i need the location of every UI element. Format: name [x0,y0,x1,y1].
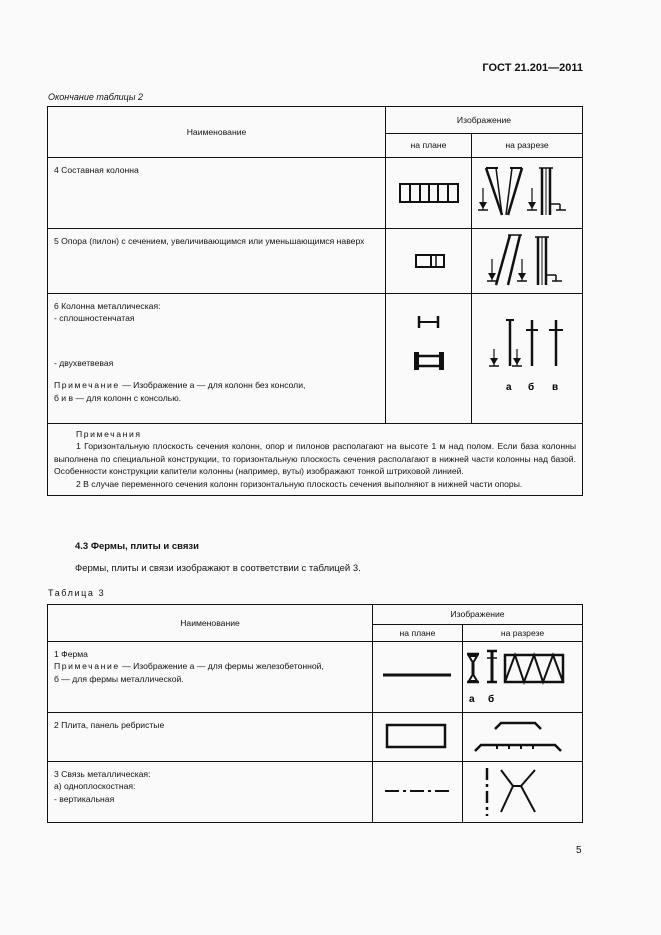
t2-row-metal-column [48,294,386,424]
t3-row3-section [463,762,583,823]
t2-row4-section [472,158,583,229]
t3-col-section: на разрезе [463,625,583,642]
page-number: 5 [576,845,582,856]
t2-row5-plan [386,229,472,294]
t3-col-name: Наименование [48,605,373,642]
t3-row2-plan [373,713,463,762]
truss-section-symbols [463,642,582,712]
letter-b: б [528,382,535,393]
section-paragraph: Фермы, плиты и связи изображают в соответствии с таблицей 3. [75,563,361,574]
t3-row1-plan [373,642,463,713]
table3-caption: Таблица 3 [48,588,106,598]
composite-column-plan-symbol [386,158,471,228]
composite-column-section-symbol [472,158,582,228]
slab-plan-symbol [373,713,462,761]
pylon-section-symbol [472,229,582,293]
truss-letter-b: б [488,694,495,705]
t2-col-plan: на плане [386,134,472,158]
bracing-single-plane: а) одноплоскостная: [54,781,136,792]
t3-row-ribbed-slab: 2 Плита, панель ребристые [48,713,373,762]
t2-row6-plan [386,294,472,424]
table-3 [47,604,583,823]
truss-letter-a: а [469,694,475,705]
solid-web-label: - сплошностенчатая [54,313,135,324]
t3-col-image: Изображение [373,605,583,625]
notes-title: Примечания [76,429,142,439]
metal-column-plan-symbols [386,294,471,423]
metal-column-note-2: б и в — для колонн с консолью. [54,392,182,403]
truss-note-2: б — для фермы металлической. [54,673,184,684]
t2-col-section: на разрезе [472,134,583,158]
bracing-plan-symbol [373,762,462,822]
truss-title: 1 Ферма [54,649,88,659]
metal-column-section-symbols [472,294,582,423]
t3-row2-section [463,713,583,762]
metal-column-note: Примечание — Изображение а — для колонн без консоли, [54,380,306,391]
bracing-section-symbol [463,762,582,822]
bracing-title: 3 Связь металлическая: [54,769,151,779]
t2-row5-section [472,229,583,294]
t2-notes [48,424,583,496]
t2-row-pylon: 5 Опора (пилон) с сечением, увеличивающимся или уменьшающимся наверх [48,229,386,294]
table-2 [47,106,583,496]
metal-column-title: 6 Колонна металлическая: [54,301,161,311]
bracing-vertical: - вертикальная [54,793,115,804]
section-title: 4.3 Фермы, плиты и связи [75,541,199,552]
letter-v: в [552,382,559,393]
t2-row6-section [472,294,583,424]
pylon-plan-symbol [386,229,471,293]
t2-row-composite-column: 4 Составная колонна [48,158,386,229]
t2-col-image: Изображение [386,107,583,134]
note-1: 1 Горизонтальную плоскость сечения колонн, опор и пилонов располагают на высоте 1 м над полом. Если база колонны выполнена по специальной конструкции, то горизонтальную плоскость сечения располагают в нижней части колонны над базой. Особенности конструкции капители колонны (например, вуты) изображают тонкой штриховой линией. [54,441,576,477]
slab-section-symbol [463,713,582,761]
t2-row4-plan [386,158,472,229]
t2-col-name: Наименование [48,107,386,158]
t3-row-truss [48,642,373,713]
doc-code: ГОСТ 21.201—2011 [482,62,583,74]
truss-plan-symbol [373,642,462,712]
t3-col-plan: на плане [373,625,463,642]
t3-row1-section [463,642,583,713]
letter-a: а [506,382,512,393]
two-branch-label: - двухветвевая [54,357,114,368]
note-2: 2 В случае переменного сечения колонн горизонтальную плоскость сечения выполняют в нижней части опоры. [76,478,523,489]
t3-row3-plan [373,762,463,823]
t3-row-bracing [48,762,373,823]
table2-caption: Окончание таблицы 2 [48,92,143,102]
truss-note: Примечание — Изображение а — для фермы железобетонной, [54,661,324,672]
